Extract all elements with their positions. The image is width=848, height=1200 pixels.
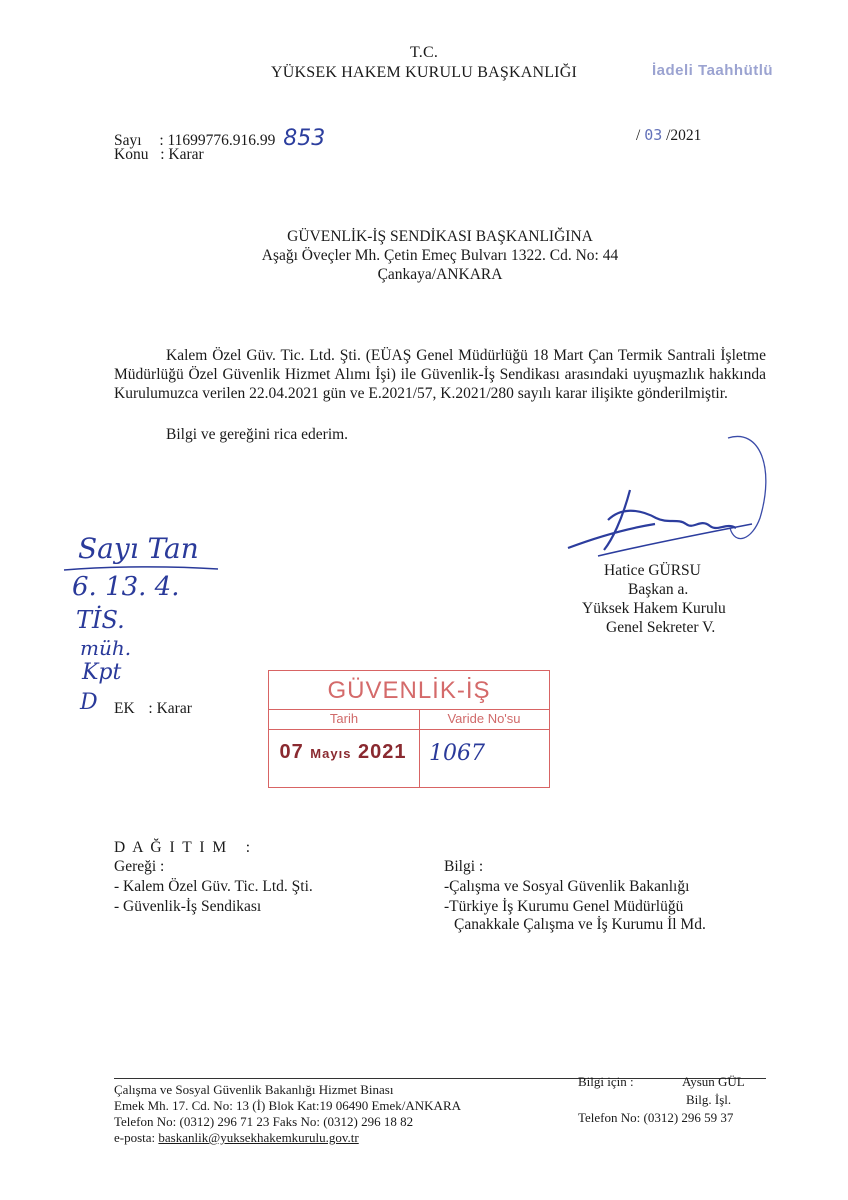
received-month: Mayıs bbox=[310, 746, 352, 761]
document-date bbox=[636, 126, 701, 145]
received-stamp-date bbox=[273, 741, 413, 764]
received-stamp bbox=[268, 670, 550, 788]
footer-info-phone: Telefon No: (0312) 296 59 37 bbox=[578, 1110, 734, 1125]
footer-info-label: Bilgi için : bbox=[578, 1074, 634, 1089]
handwritten-note-4: müh. bbox=[80, 636, 132, 660]
footer-phone: Telefon No: (0312) 296 71 23 Faks No: (0312) 296 18 82 bbox=[114, 1114, 414, 1129]
handwritten-note-1: Sayı Tan bbox=[78, 532, 199, 565]
body-paragraph: Kalem Özel Güv. Tic. Ltd. Şti. (EÜAŞ Genel Müdürlüğü 18 Mart Çan Termik Santrali İşletme Müdürlüğü Özel Güvenlik Hizmet Alımı İşi) ile Güvenlik-İş Sendikası arasındaki uyuşmazlık hakkında Kurulumuzca verilen 22.04.2021 gün ve E.2021/57, K.2021/280 sayılı karar ilişikte gönderilmiştir. bbox=[114, 347, 766, 402]
sayi-value: : 11699776.916.99 bbox=[159, 132, 276, 149]
header-tc: T.C. bbox=[409, 44, 439, 61]
received-day: 07 bbox=[279, 741, 304, 763]
distribution-bilgi-item: Çanakkale Çalışma ve İş Kurumu İl Md. bbox=[454, 916, 706, 933]
date-prefix: / bbox=[636, 127, 641, 144]
recipient-name: GÜVENLİK-İŞ SENDİKASI BAŞKANLIĞINA bbox=[287, 228, 593, 245]
distribution-heading: D A Ğ I T I M : bbox=[114, 839, 253, 856]
handwritten-note-3: TİS. bbox=[76, 606, 125, 634]
konu-value: : Karar bbox=[160, 146, 204, 163]
signer-name: Hatice GÜRSU bbox=[604, 562, 701, 579]
footer-info-name: Aysun GÜL bbox=[682, 1074, 745, 1089]
registered-mail-stamp: İadeli Taahhütlü bbox=[652, 62, 774, 79]
sayi-label: Sayı bbox=[114, 132, 142, 149]
received-stamp-no-label: Varide No'su bbox=[447, 711, 521, 726]
distribution-gereği-label: Gereği : bbox=[114, 858, 165, 875]
konu-row bbox=[114, 146, 204, 164]
attachment-label: EK bbox=[114, 700, 135, 717]
date-day-stamp: 03 bbox=[644, 126, 663, 144]
received-stamp-date-label: Tarih bbox=[329, 711, 359, 726]
footer-address-2: Emek Mh. 17. Cd. No: 13 (İ) Blok Kat:19 06490 Emek/ANKARA bbox=[114, 1098, 462, 1113]
distribution-gereği-item: - Kalem Özel Güv. Tic. Ltd. Şti. bbox=[114, 878, 313, 895]
signer-title-2: Yüksek Hakem Kurulu bbox=[582, 600, 726, 617]
body-closing: Bilgi ve gereğini rica ederim. bbox=[166, 426, 349, 443]
footer-address-1: Çalışma ve Sosyal Güvenlik Bakanlığı Hizmet Binası bbox=[114, 1082, 394, 1097]
received-stamp-title: GÜVENLİK-İŞ bbox=[327, 677, 491, 704]
signature-scribble bbox=[560, 428, 780, 568]
handwritten-note-5: Kpt bbox=[82, 660, 122, 685]
header-institution: YÜKSEK HAKEM KURULU BAŞKANLIĞI bbox=[271, 64, 577, 81]
received-year: 2021 bbox=[358, 741, 407, 763]
distribution-bilgi-item: -Çalışma ve Sosyal Güvenlik Bakanlığı bbox=[444, 878, 690, 895]
konu-label: Konu bbox=[114, 146, 149, 163]
recipient-city: Çankaya/ANKARA bbox=[377, 266, 503, 283]
attachment-row bbox=[114, 700, 192, 718]
footer-divider bbox=[114, 1078, 766, 1079]
handwritten-mark: D bbox=[80, 690, 98, 715]
distribution-gereği-item: - Güvenlik-İş Sendikası bbox=[114, 898, 262, 915]
received-number: 1067 bbox=[429, 741, 485, 766]
signer-title-3: Genel Sekreter V. bbox=[606, 619, 716, 636]
footer-email-row bbox=[114, 1130, 359, 1146]
footer-email-link[interactable]: baskanlik@yuksekhakemkurulu.gov.tr bbox=[158, 1130, 359, 1145]
attachment-value: : Karar bbox=[148, 700, 192, 717]
distribution-bilgi-item: -Türkiye İş Kurumu Genel Müdürlüğü bbox=[444, 898, 684, 915]
sayi-handwritten-number: 853 bbox=[283, 126, 326, 151]
footer-email-label: e-posta: bbox=[114, 1130, 156, 1145]
handwritten-note-2: 6. 13. 4. bbox=[72, 572, 180, 602]
recipient-address: Aşağı Öveçler Mh. Çetin Emeç Bulvarı 1322. Cd. No: 44 bbox=[261, 247, 619, 264]
footer-info-role: Bilg. İşl. bbox=[686, 1092, 732, 1107]
distribution-bilgi-label: Bilgi : bbox=[444, 858, 484, 875]
date-year: /2021 bbox=[666, 127, 702, 144]
signer-title-1: Başkan a. bbox=[628, 581, 689, 598]
